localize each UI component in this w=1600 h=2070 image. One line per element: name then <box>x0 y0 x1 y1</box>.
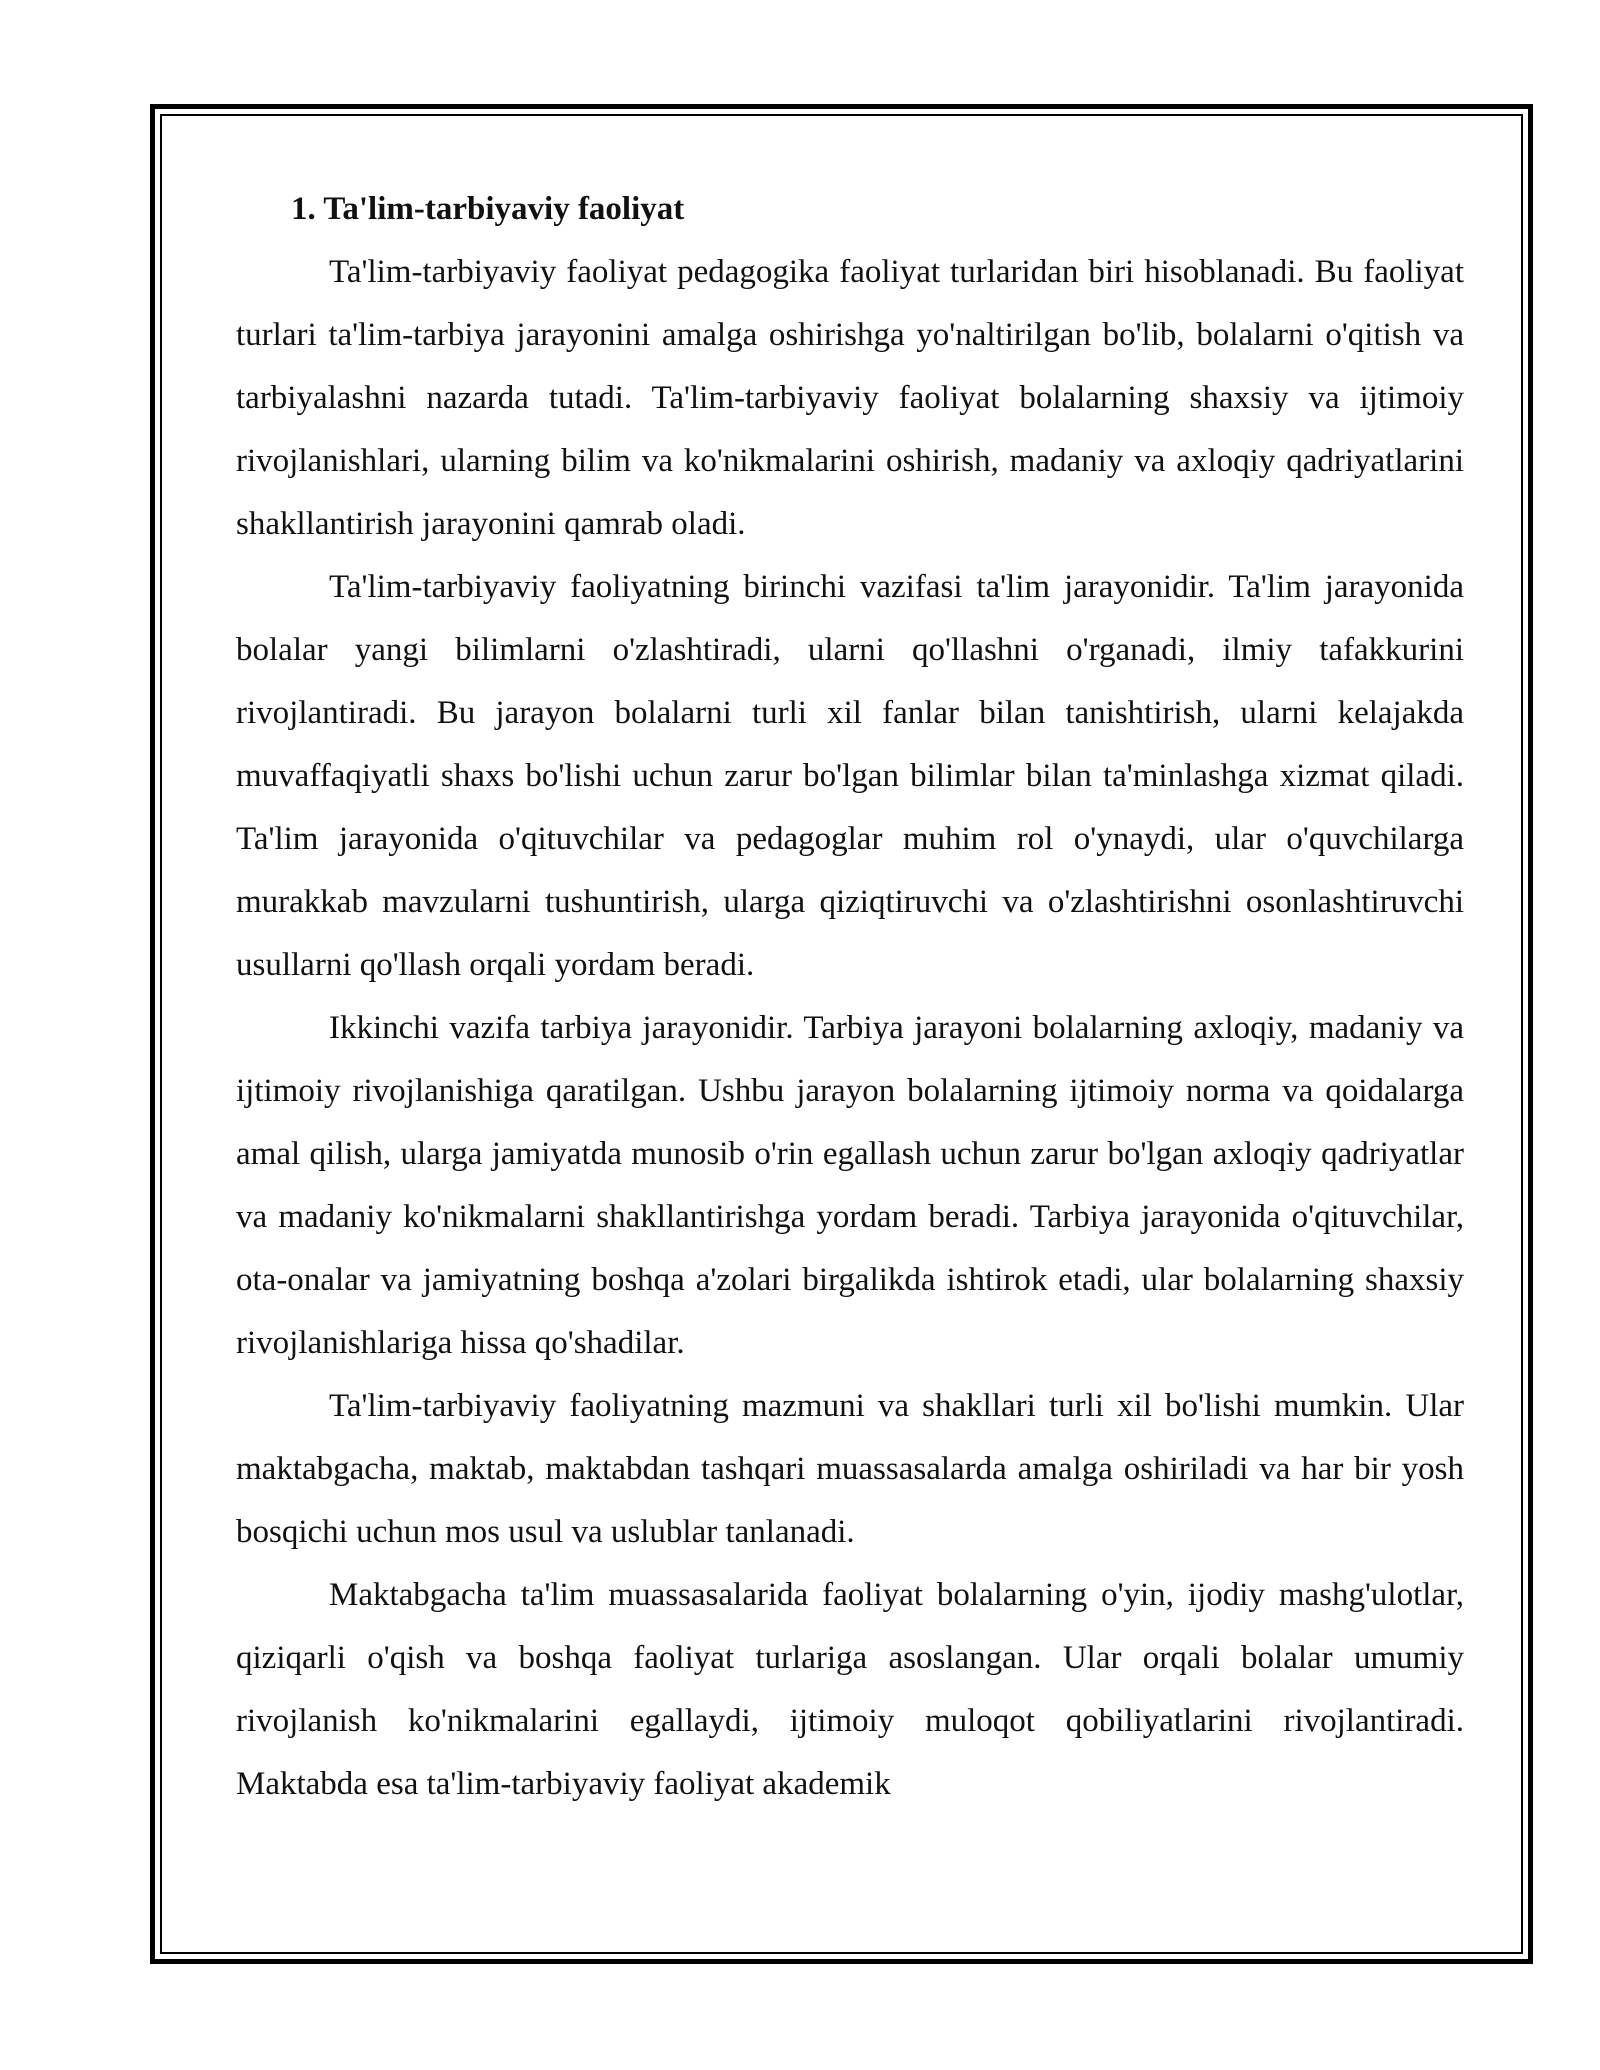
paragraph-1: Ta'lim-tarbiyaviy faoliyat pedagogika faoliyat turlaridan biri hisoblanadi. Bu faoliyat turlari ta'lim-tarbiya jarayonini amalga oshirishga yo'naltirilgan bo'lib, bolalarni o'qitish va tarbiyalashni nazarda tutadi. Ta'lim-tarbiyaviy faoliyat bolalarning shaxsiy va ijtimoiy rivojlanishlari, ularning bilim va ko'nikmalarini oshirish, madaniy va axloqiy qadriyatlarini shakllantirish jarayonini qamrab oladi. <box>236 254 1464 542</box>
paragraph-4: Ta'lim-tarbiyaviy faoliyatning mazmuni va shakllari turli xil bo'lishi mumkin. Ular maktabgacha, maktab, maktabdan tashqari muassasalarda amalga oshiriladi va har bir yosh bosqichi uchun mos usul va uslublar tanlanadi. <box>236 1388 1464 1550</box>
paragraph-3: Ikkinchi vazifa tarbiya jarayonidir. Tarbiya jarayoni bolalarning axloqiy, madaniy va ijtimoiy rivojlanishiga qaratilgan. Ushbu jarayon bolalarning ijtimoiy norma va qoidalarga amal qilish, ularga jamiyatda munosib o'rin egallash uchun zarur bo'lgan axloqiy qadriyatlar va madaniy ko'nikmalarni shakllantirishga yordam beradi. Tarbiya jarayonida o'qituvchilar, ota-onalar va jamiyatning boshqa a'zolari birgalikda ishtirok etadi, ular bolalarning shaxsiy rivojlanishlariga hissa qo'shadilar. <box>236 1010 1464 1361</box>
paragraph-2: Ta'lim-tarbiyaviy faoliyatning birinchi vazifasi ta'lim jarayonidir. Ta'lim jarayonida bolalar yangi bilimlarni o'zlashtiradi, ularni qo'llashni o'rganadi, ilmiy tafakkurini rivojlantiradi. Bu jarayon bolalarni turli xil fanlar bilan tanishtirish, ularni kelajakda muvaffaqiyatli shaxs bo'lishi uchun zarur bo'lgan bilimlar bilan ta'minlashga xizmat qiladi. Ta'lim jarayonida o'qituvchilar va pedagoglar muhim rol o'ynaydi, ular o'quvchilarga murakkab mavzularni tushuntirish, ularga qiziqtiruvchi va o'zlashtirishni osonlashtiruvchi usullarni qo'llash orqali yordam beradi. <box>236 569 1464 983</box>
section-heading: 1. Ta'lim-tarbiyaviy faoliyat <box>291 191 685 227</box>
paragraph-5: Maktabgacha ta'lim muassasalarida faoliyat bolalarning o'yin, ijodiy mashg'ulotlar, qiziqarli o'qish va boshqa faoliyat turlariga asoslangan. Ular orqali bolalar umumiy rivojlanish ko'nikmalarini egallaydi, ijtimoiy muloqot qobiliyatlarini rivojlantiradi. Maktabda esa ta'lim-tarbiyaviy faoliyat akademik <box>236 1577 1464 1802</box>
document-body <box>236 178 1464 1816</box>
